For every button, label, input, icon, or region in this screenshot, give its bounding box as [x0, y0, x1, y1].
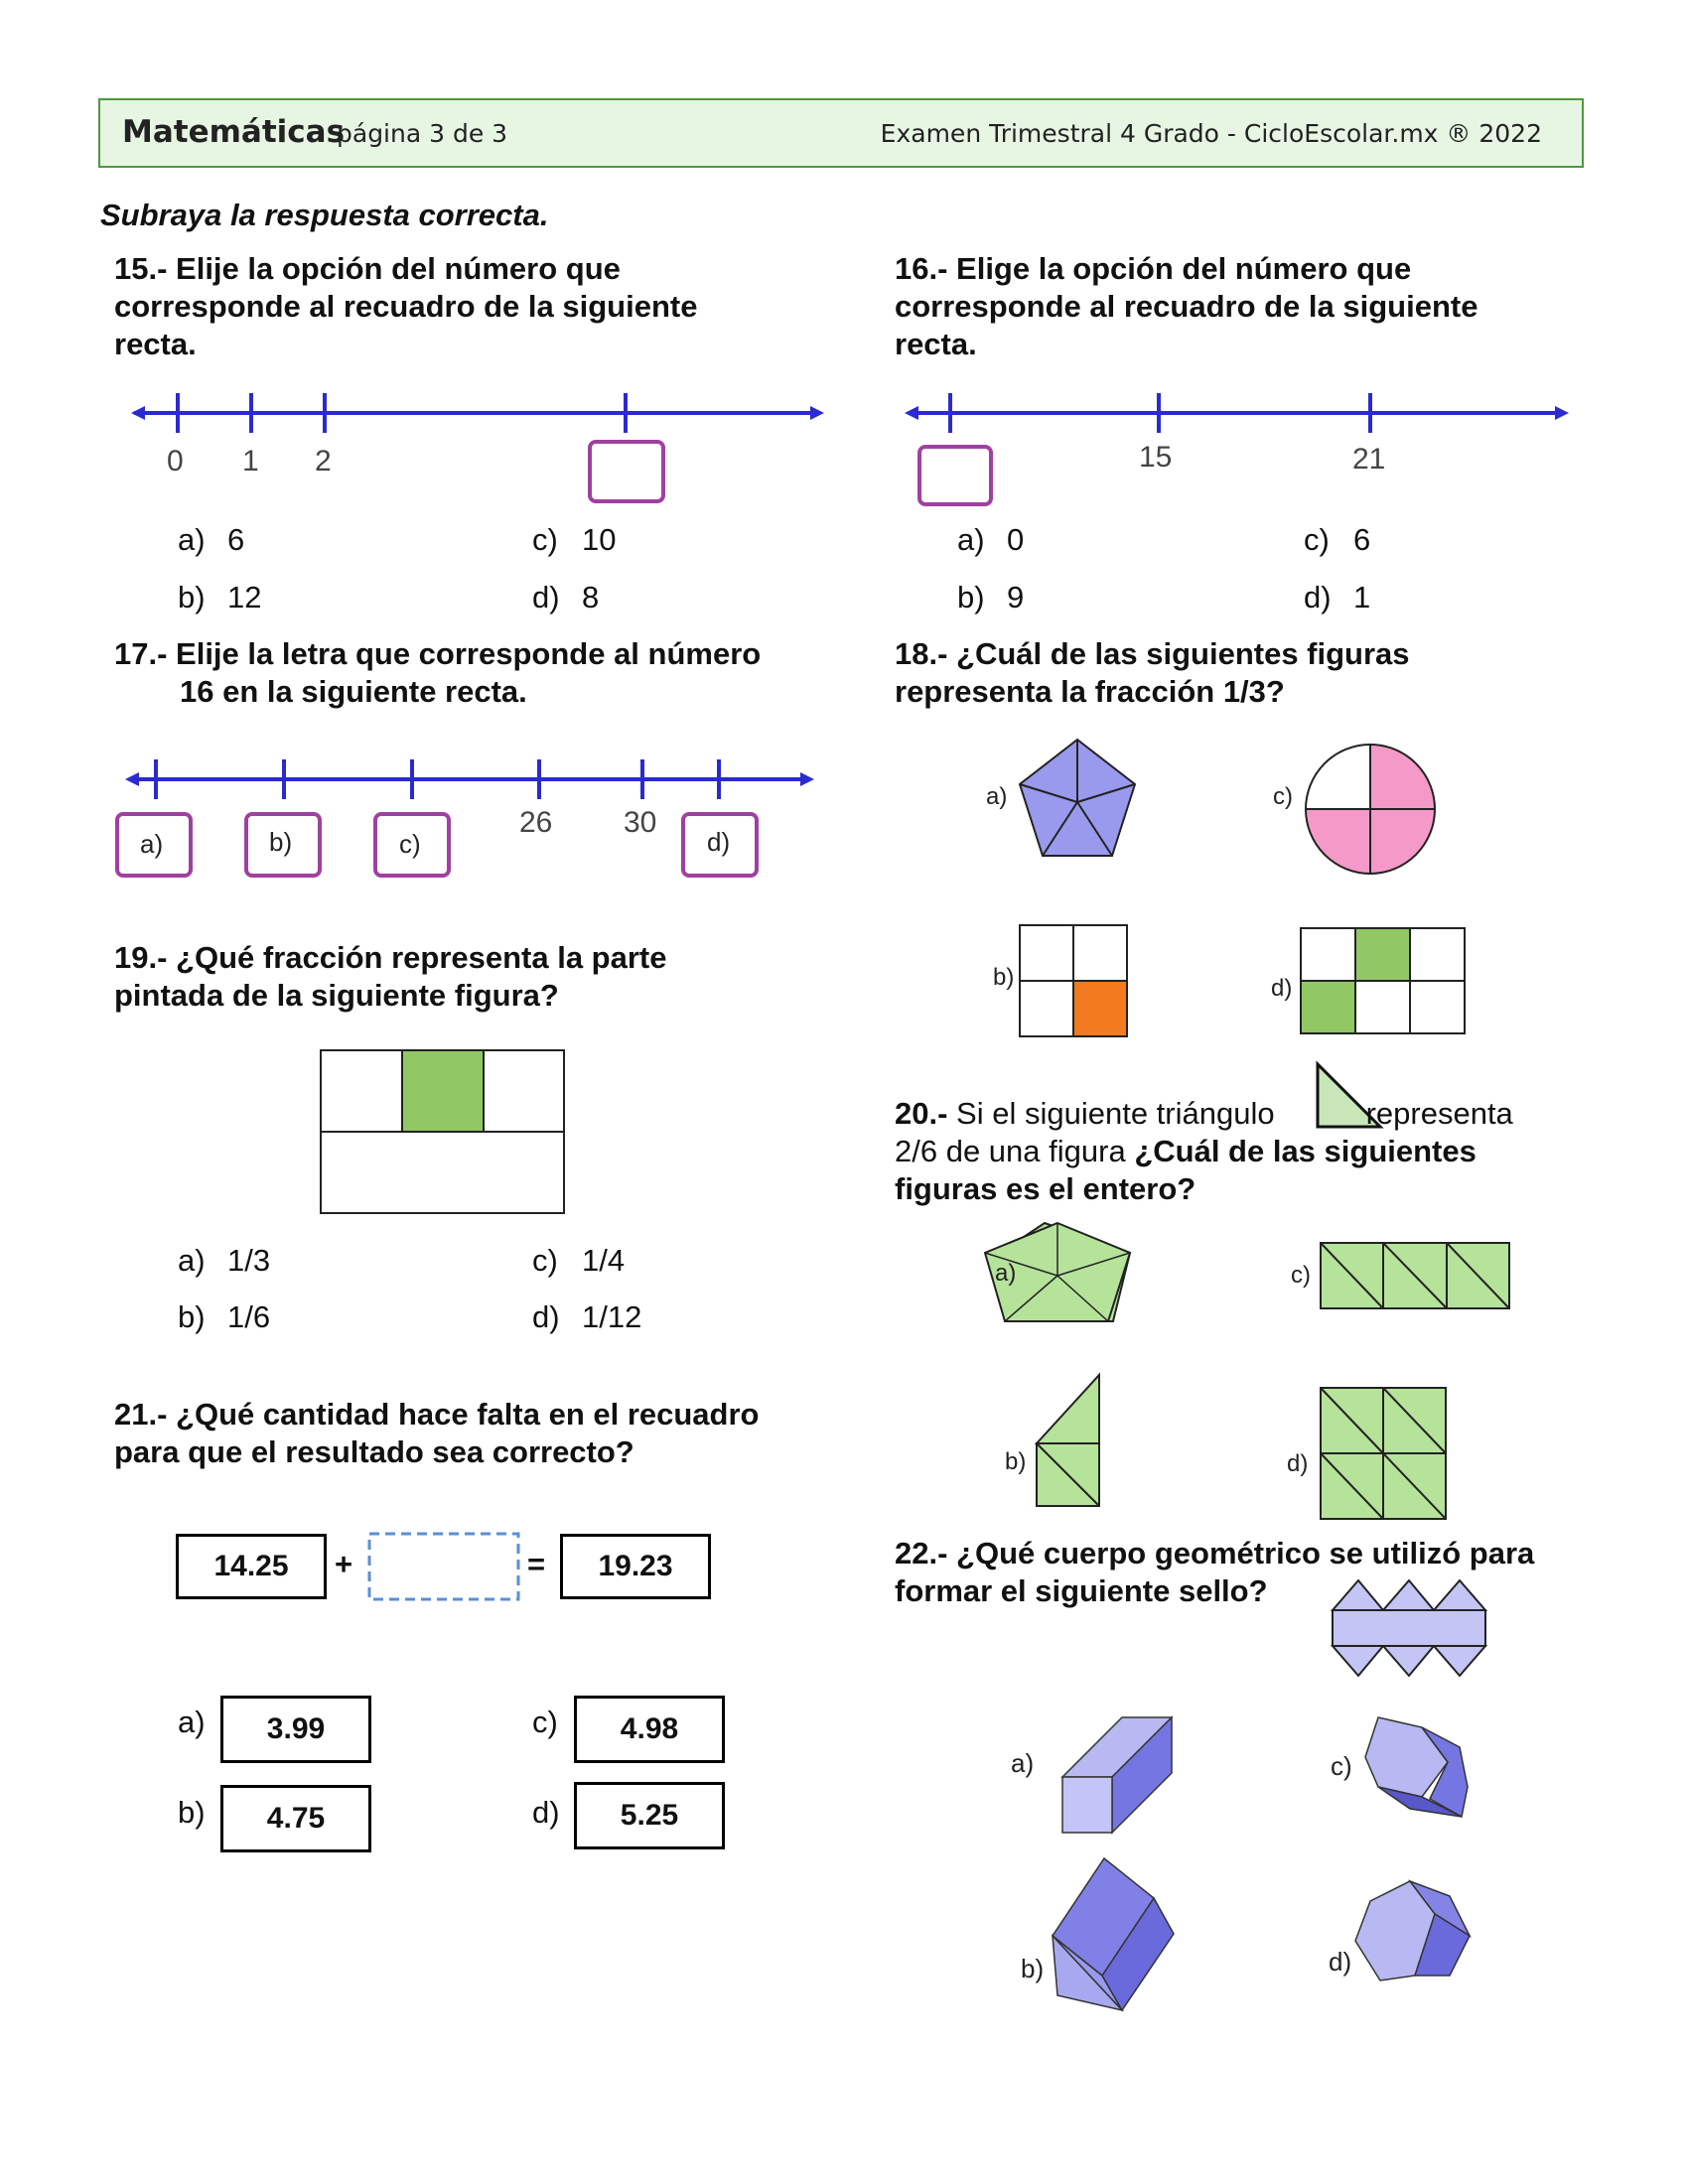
q16-option-d[interactable] — [1304, 580, 1370, 615]
q21-option-d[interactable]: 5.25 — [574, 1782, 725, 1849]
question-15-line-2: corresponde al recuadro de la siguiente — [114, 289, 698, 324]
option-letter: c) — [532, 1243, 558, 1278]
operand-box: 14.25 — [176, 1534, 327, 1599]
option-value: 6 — [1353, 522, 1371, 557]
box-label-a: a) — [140, 829, 164, 859]
option-value: 9 — [1007, 580, 1025, 614]
tick-label-1: 1 — [242, 445, 259, 478]
q21-option-b-letter: b) — [178, 1795, 206, 1830]
solid-label-d: d) — [1329, 1947, 1352, 1977]
question-20-number: 20.- — [895, 1096, 948, 1131]
option-value: 1/4 — [582, 1243, 626, 1278]
q19-option-d[interactable] — [532, 1299, 641, 1335]
result-box: 19.23 — [560, 1534, 711, 1599]
question-22-line-1: 22.- ¿Qué cuerpo geométrico se utilizó para — [895, 1536, 1535, 1570]
solids-22 — [1011, 1717, 1470, 2010]
option-value: 8 — [582, 580, 600, 614]
question-18 — [895, 635, 1410, 711]
q19-option-b[interactable] — [178, 1299, 270, 1335]
question-17 — [114, 635, 761, 711]
question-20 — [895, 1095, 1513, 1208]
q21-option-c-letter: c) — [532, 1705, 558, 1739]
option-letter: b) — [178, 580, 206, 614]
equals-sign: = — [527, 1547, 546, 1581]
q21-option-c[interactable]: 4.98 — [574, 1696, 725, 1763]
solid-label-b: b) — [1021, 1954, 1045, 1983]
question-21 — [114, 1396, 760, 1471]
question-15-line-1: 15.- Elije la opción del número que — [114, 251, 621, 286]
question-19 — [114, 939, 667, 1015]
option-value: 1 — [1353, 580, 1371, 614]
number-line-16 — [905, 393, 1569, 504]
option-value: 1/6 — [227, 1299, 271, 1334]
q21-option-b[interactable]: 4.75 — [220, 1785, 371, 1852]
tick-label-26: 26 — [519, 806, 553, 839]
tick-label-21: 21 — [1352, 443, 1386, 476]
fig20-label-c: c) — [1291, 1262, 1311, 1289]
option-letter: a) — [178, 1243, 206, 1278]
option-value: 1/12 — [582, 1299, 642, 1334]
option-letter: d) — [532, 580, 560, 614]
question-21-line-1: 21.- ¿Qué cantidad hace falta en el recuadro — [114, 1397, 760, 1432]
fig18-label-d: d) — [1271, 975, 1293, 1002]
q19-option-a[interactable] — [178, 1243, 270, 1279]
option-letter: b) — [957, 580, 985, 614]
question-20-text-3: 2/6 de una figura — [895, 1134, 1126, 1168]
tick-label-2: 2 — [315, 445, 332, 478]
option-letter: a) — [178, 522, 206, 557]
option-letter: b) — [178, 1299, 206, 1334]
q19-option-c[interactable] — [532, 1243, 625, 1279]
question-22 — [895, 1535, 1534, 1610]
question-19-line-2: pintada de la siguiente figura? — [114, 978, 559, 1013]
fig20-label-b: b) — [1005, 1448, 1027, 1475]
question-20-text-4: ¿Cuál de las siguientes — [1134, 1134, 1477, 1168]
tick-label-30: 30 — [624, 806, 657, 839]
q15-option-d[interactable] — [532, 580, 599, 615]
q16-option-c[interactable] — [1304, 522, 1370, 558]
fig20-label-d: d) — [1287, 1450, 1309, 1477]
figures-18 — [986, 740, 1465, 1036]
tick-label-0: 0 — [167, 445, 184, 478]
solid-label-a: a) — [1011, 1748, 1035, 1778]
question-22-line-2: formar el siguiente sello? — [895, 1573, 1268, 1608]
question-19-line-1: 19.- ¿Qué fracción representa la parte — [114, 940, 667, 975]
question-16-line-2: corresponde al recuadro de la siguiente — [895, 289, 1478, 324]
option-letter: d) — [532, 1299, 560, 1334]
box-label-d: d) — [707, 827, 731, 857]
figures-20 — [985, 1223, 1509, 1519]
missing-value-box — [369, 1534, 518, 1599]
q15-option-c[interactable] — [532, 522, 616, 558]
number-line-15 — [131, 393, 824, 501]
instruction: Subraya la respuesta correcta. — [100, 198, 549, 232]
box-label-b: b) — [269, 827, 293, 857]
fig18-label-c: c) — [1273, 783, 1293, 810]
figure-19 — [321, 1050, 564, 1213]
question-20-text-2: representa — [1365, 1096, 1513, 1131]
question-20-text-1: Si el siguiente triángulo — [956, 1096, 1275, 1131]
q15-option-b[interactable] — [178, 580, 261, 615]
question-18-line-1: 18.- ¿Cuál de las siguientes figuras — [895, 636, 1410, 671]
option-value: 10 — [582, 522, 617, 557]
option-value: 6 — [227, 522, 245, 557]
question-17-line-1: 17.- Elije la letra que corresponde al número — [114, 636, 762, 671]
subject-title: Matemáticas — [122, 114, 346, 150]
fig18-label-b: b) — [993, 964, 1015, 991]
q16-option-b[interactable] — [957, 580, 1024, 615]
question-15-line-3: recta. — [114, 327, 197, 361]
question-18-line-2: representa la fracción 1/3? — [895, 674, 1285, 709]
q21-option-a[interactable]: 3.99 — [220, 1696, 371, 1763]
option-letter: d) — [1304, 580, 1332, 614]
question-20-line-3: figuras es el entero? — [895, 1171, 1196, 1206]
number-line-17 — [117, 759, 814, 876]
q16-option-a[interactable] — [957, 522, 1024, 558]
plus-sign: + — [335, 1547, 353, 1581]
answer-box — [919, 447, 991, 504]
option-value: 12 — [227, 580, 262, 614]
option-value: 0 — [1007, 522, 1025, 557]
fig18-label-a: a) — [986, 783, 1008, 810]
question-16-line-3: recta. — [895, 327, 977, 361]
question-16 — [895, 250, 1477, 363]
question-17-line-2: 16 en la siguiente recta. — [180, 674, 527, 709]
q21-option-d-letter: d) — [532, 1795, 560, 1830]
option-letter: c) — [532, 522, 558, 557]
solid-label-c: c) — [1331, 1751, 1352, 1781]
option-letter: a) — [957, 522, 985, 557]
q15-option-a[interactable] — [178, 522, 244, 558]
page-number: página 3 de 3 — [337, 119, 508, 148]
exam-title: Examen Trimestral 4 Grado - CicloEscolar.mx ® 2022 — [880, 119, 1542, 148]
box-label-c: c) — [399, 829, 421, 859]
question-21-line-2: para que el resultado sea correcto? — [114, 1434, 634, 1469]
answer-box — [590, 442, 663, 501]
option-letter: c) — [1304, 522, 1330, 557]
tick-label-15: 15 — [1139, 441, 1173, 474]
q21-option-a-letter: a) — [178, 1705, 206, 1739]
question-16-line-1: 16.- Elige la opción del número que — [895, 251, 1412, 286]
fig20-label-a: a) — [995, 1260, 1017, 1287]
option-value: 1/3 — [227, 1243, 271, 1278]
